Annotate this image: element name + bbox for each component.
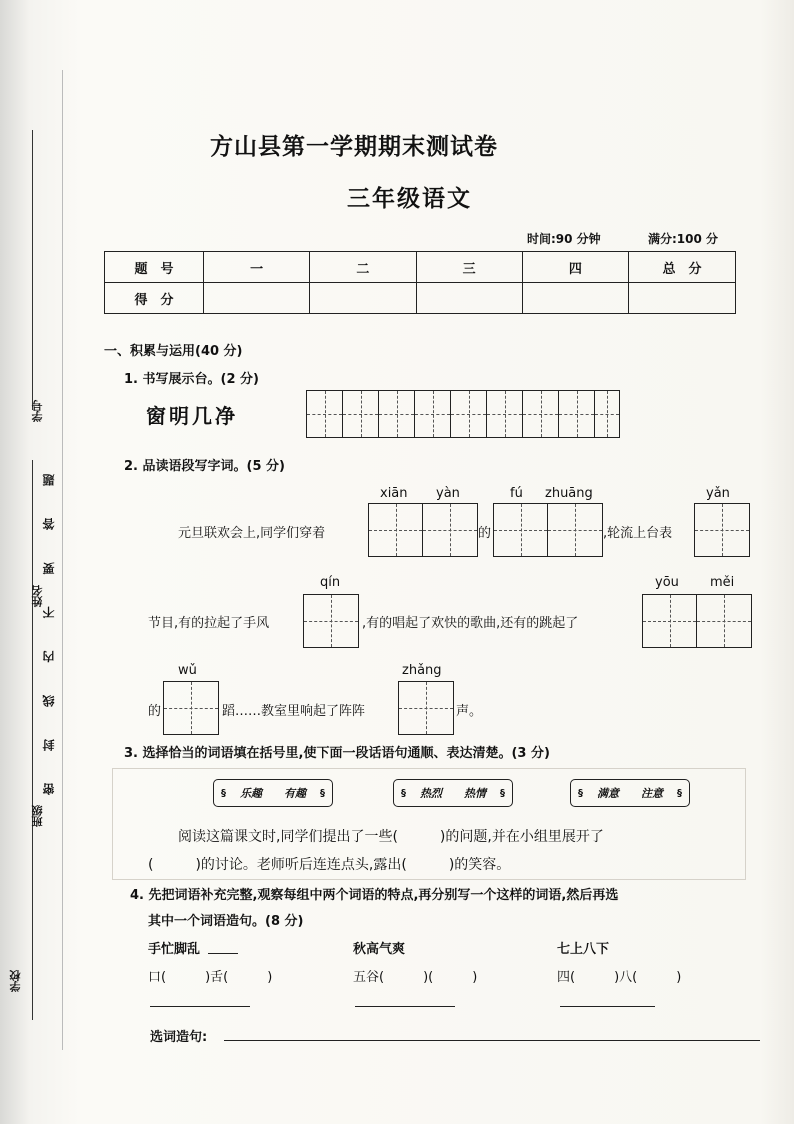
seal-line-notice: 密 封 线 内 不 要 答 题 [42, 460, 56, 796]
pinyin-you: yōu [655, 575, 679, 590]
score-header-1: 一 [204, 252, 310, 283]
pinyin-yan: yàn [436, 486, 460, 501]
pinyin-wu: wǔ [178, 663, 197, 678]
q4-word-3: 七上八下 [557, 942, 610, 957]
blank-qin[interactable] [303, 594, 359, 648]
pinyin-xian: xiān [380, 486, 408, 501]
sidebar-field-school: 学校 [9, 970, 22, 992]
pinyin-zhang: zhǎng [402, 663, 442, 678]
word-choice-3: § 满意 注意 § [570, 779, 690, 807]
q4-fill-3[interactable]: 四( )八( ) [557, 970, 682, 985]
pinyin-yan3: yǎn [706, 486, 730, 501]
q3-paragraph-1: 阅读这篇课文时,同学们提出了一些( )的问题,并在小组里展开了 [178, 829, 604, 845]
exam-title: 方山县第一学期期末测试卷 [210, 133, 498, 160]
question-2: 2. 品读语段写字词。(5 分) [124, 459, 285, 474]
pinyin-zhuang: zhuāng [545, 486, 593, 501]
q4-fill-2[interactable]: 五谷( )( ) [353, 970, 478, 985]
q2-line1-b: 的 [478, 526, 492, 541]
q2-line2-a: 节目,有的拉起了手风 [148, 616, 270, 631]
exam-full-score: 满分:100 分 [648, 232, 719, 246]
word-choice-2: § 热烈 热情 § [393, 779, 513, 807]
bleed-through-text [585, 130, 785, 220]
q4-answer-line-2[interactable] [355, 1006, 455, 1007]
pinyin-mei: měi [710, 575, 735, 590]
q4-word-1: 手忙脚乱 [148, 942, 201, 957]
q2-line3-a: 的 [148, 704, 162, 719]
exam-time: 时间:90 分钟 [527, 232, 601, 246]
score-cell-total[interactable] [629, 283, 736, 314]
sentence-label: 选词造句: [150, 1030, 208, 1045]
blank-yan[interactable] [694, 503, 750, 557]
blank-youmei[interactable] [642, 594, 752, 648]
q2-line2-b: ,有的唱起了欢快的歌曲,还有的跳起了 [362, 616, 579, 631]
pinyin-fu: fú [510, 486, 523, 501]
q2-line3-b: 蹈……教室里响起了阵阵 [222, 704, 366, 719]
sidebar-field-student-id: 学号 [31, 400, 44, 422]
handwriting-sample: 窗明几净 [146, 404, 238, 428]
blank-wu[interactable] [163, 681, 219, 735]
exam-subtitle: 三年级语文 [347, 185, 472, 212]
blank-fuzhuang[interactable] [493, 503, 603, 557]
question-1: 1. 书写展示台。(2 分) [124, 372, 259, 387]
score-header-2: 二 [310, 252, 416, 283]
question-3: 3. 选择恰当的词语填在括号里,使下面一段话语句通顺、表达清楚。(3 分) [124, 746, 550, 761]
score-cell-4[interactable] [522, 283, 628, 314]
score-header-total: 总 分 [629, 252, 736, 283]
sentence-answer-line[interactable] [224, 1040, 760, 1041]
score-cell-2[interactable] [310, 283, 416, 314]
q2-line1-a: 元旦联欢会上,同学们穿着 [178, 526, 326, 541]
score-row-label: 得 分 [105, 283, 204, 314]
q4-answer-line-3[interactable] [560, 1006, 655, 1007]
q2-line1-c: ,轮流上台表 [603, 526, 673, 541]
question-4: 4. 先把词语补充完整,观察每组中两个词语的特点,再分别写一个这样的词语,然后再选 [130, 888, 619, 903]
pinyin-qin: qín [320, 575, 341, 590]
q4-word-1-line [208, 953, 238, 954]
sidebar-field-class: 班级 [31, 805, 44, 827]
blank-zhang[interactable] [398, 681, 454, 735]
score-header-4: 四 [522, 252, 628, 283]
score-table [104, 251, 736, 314]
q4-fill-1[interactable]: 口( )舌( ) [148, 970, 273, 985]
word-choice-1: § 乐趣 有趣 § [213, 779, 333, 807]
q3-paragraph-2: ( )的讨论。老师听后连连点头,露出( )的笑容。 [148, 857, 511, 873]
q2-line3-c: 声。 [456, 704, 483, 719]
score-cell-3[interactable] [416, 283, 522, 314]
sidebar-field-name: 姓名 [31, 585, 44, 607]
question-4-cont: 其中一个词语造句。(8 分) [148, 914, 304, 929]
handwriting-grid[interactable] [306, 390, 620, 438]
blank-xianyan[interactable] [368, 503, 478, 557]
score-cell-1[interactable] [204, 283, 310, 314]
q4-answer-line-1[interactable] [150, 1006, 250, 1007]
section-1-title: 一、积累与运用(40 分) [104, 344, 243, 359]
score-header-3: 三 [416, 252, 522, 283]
score-header-label: 题 号 [105, 252, 204, 283]
q4-word-2: 秋高气爽 [353, 942, 406, 957]
